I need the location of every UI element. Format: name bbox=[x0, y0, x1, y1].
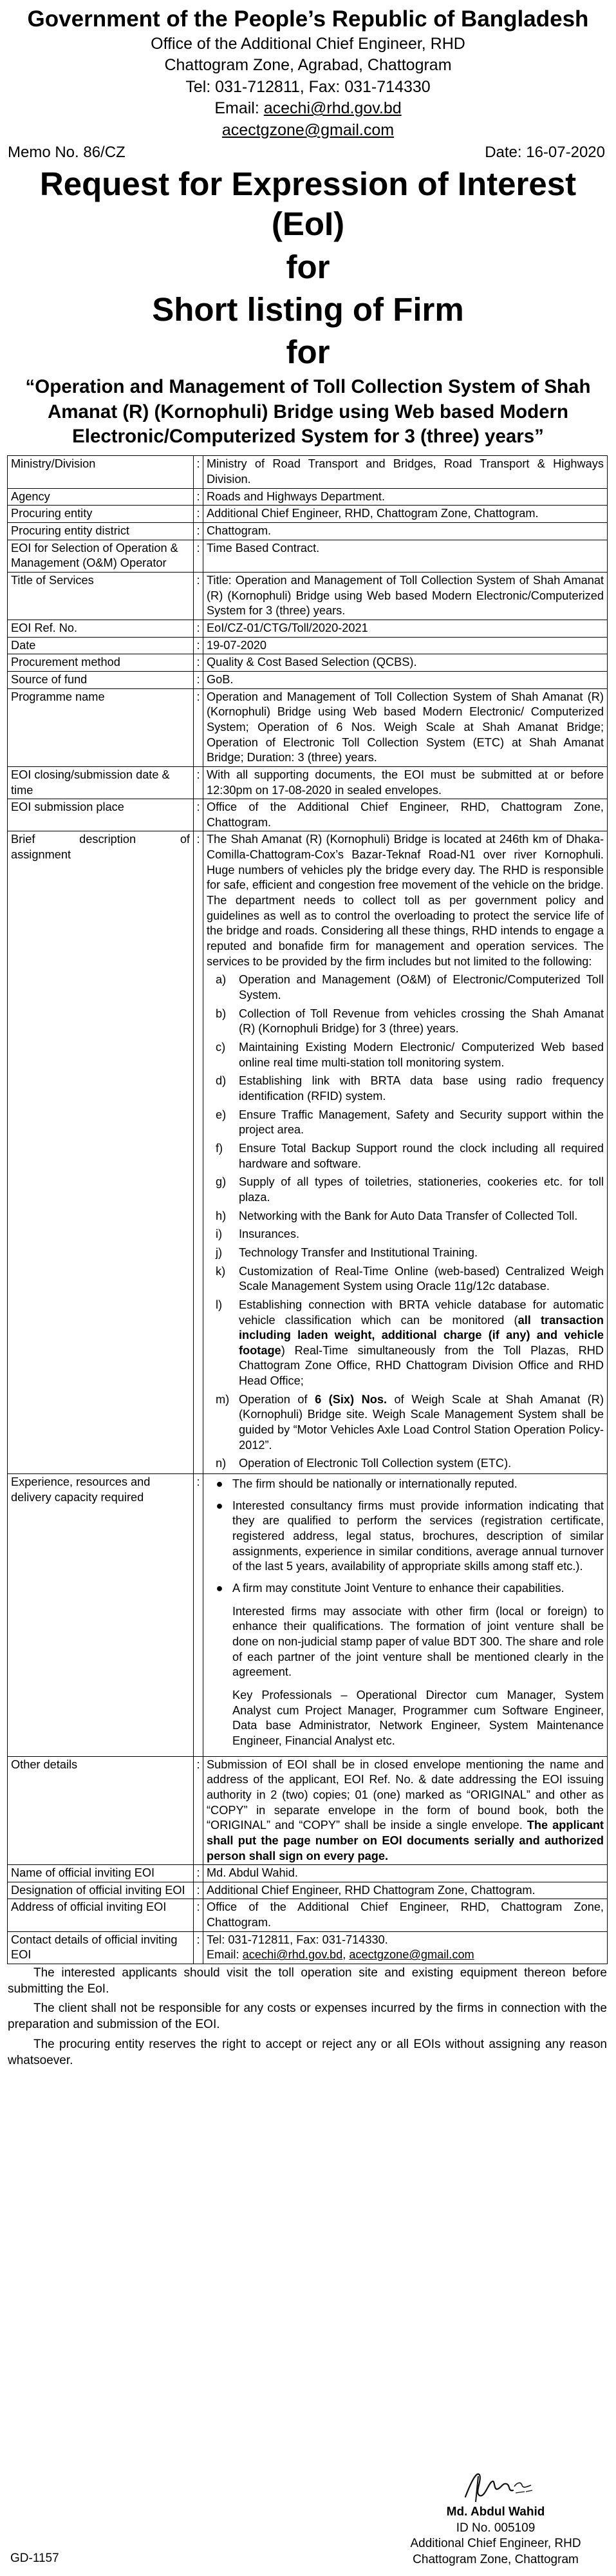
title-line-1: Request for Expression of Interest (EoI) bbox=[39, 166, 577, 243]
bullet-icon: ● bbox=[216, 1477, 223, 1491]
title-line-3: Short listing of Firm bbox=[152, 290, 464, 328]
row-label: Ministry/Division bbox=[8, 456, 194, 488]
office-email-line-2 bbox=[0, 120, 616, 142]
email-label: Email: bbox=[207, 1948, 243, 1962]
list-text: Establishing link with BRTA data base using radio frequency identification (RFID) system. bbox=[239, 1074, 604, 1103]
row-value: Office of the Additional Chief Engineer, RHD, Chattogram Zone, Chattogram. bbox=[203, 1899, 608, 1931]
row-label: Address of official inviting EOI bbox=[8, 1899, 194, 1931]
list-text: Supply of all types of toiletries, stationeries, cookeries etc. for toll plaza. bbox=[239, 1175, 604, 1204]
signatory-name: Md. Abdul Wahid bbox=[446, 2505, 545, 2519]
row-value: Title: Operation and Management of Toll Collection System of Shah Amanat (R) (Kornophuli) Bridge using Web based Modern Electronic/Computerized System for 3 (three) years. bbox=[203, 572, 608, 620]
table-row bbox=[8, 506, 608, 523]
memo-date: Date: 16-07-2020 bbox=[485, 144, 605, 162]
row-value: Office of the Additional Chief Engineer, RHD, Chattogram Zone, Chattogram. bbox=[203, 799, 608, 831]
key-professionals: Key Professionals – Operational Director cum Manager, System Analyst cum Project Manager, Programmer cum Software Engineer, Data base Administrator, Network Engineer, System Maintenance Engineer, Financial Analyst etc. bbox=[232, 1688, 604, 1747]
footer-note-2: The client shall not be responsible for any costs or expenses incurred by the firms in connection with the preparation and submission of the EOI. bbox=[8, 2002, 607, 2032]
table-row bbox=[8, 637, 608, 654]
office-email-line bbox=[0, 98, 616, 120]
list-marker: l) bbox=[216, 1298, 223, 1311]
list-text bbox=[239, 1298, 604, 1389]
office-tel-fax: Tel: 031-712811, Fax: 031-714330 bbox=[185, 77, 431, 96]
list-text: Technology Transfer and Institutional Training. bbox=[239, 1245, 478, 1259]
row-separator: : bbox=[194, 1931, 203, 1964]
list-text: The firm should be nationally or internationally reputed. bbox=[232, 1477, 518, 1491]
table-row bbox=[8, 572, 608, 620]
list-item bbox=[207, 1264, 604, 1294]
row-separator: : bbox=[194, 506, 203, 523]
row-value: Roads and Highways Department. bbox=[203, 488, 608, 506]
row-value: GoB. bbox=[203, 671, 608, 688]
contact-details bbox=[203, 1931, 608, 1964]
list-text bbox=[239, 1392, 604, 1454]
row-label: Experience, resources and delivery capacity required bbox=[8, 1474, 194, 1757]
row-separator: : bbox=[194, 654, 203, 672]
email-label: Email: bbox=[214, 99, 264, 118]
list-text: Interested consultancy firms must provide information indicating that they are qualified to perform the services (registration certificate, registered address, legal status, brochures, description of similar assignments, experience in similar conditions, average annual turnover of the last 5 years, availability of appropriate skills among staff etc.). bbox=[232, 1499, 604, 1573]
table-row bbox=[8, 766, 608, 799]
list-marker: g) bbox=[216, 1175, 227, 1189]
row-label: Agency bbox=[8, 488, 194, 506]
table-row bbox=[8, 671, 608, 688]
table-row bbox=[8, 523, 608, 540]
table-row bbox=[8, 456, 608, 488]
table-row bbox=[8, 654, 608, 672]
table-row bbox=[8, 1865, 608, 1882]
list-item bbox=[207, 1209, 604, 1224]
document-title bbox=[0, 164, 616, 372]
list-text-pre: Establishing connection with BRTA vehicle database for automatic vehicle classification which can be monitored ( bbox=[239, 1298, 604, 1327]
row-value: With all supporting documents, the EOI must be submitted at or before 12:30pm on 17-08-2020 in sealed envelopes. bbox=[203, 766, 608, 799]
list-item bbox=[207, 1392, 604, 1454]
email-link-1[interactable]: acechi@rhd.gov.bd bbox=[242, 1948, 343, 1962]
row-value: Additional Chief Engineer, RHD Chattogram Zone, Chattogram. bbox=[203, 1882, 608, 1899]
email-link-1[interactable]: acechi@rhd.gov.bd bbox=[263, 99, 402, 118]
handwritten-signature bbox=[460, 2467, 537, 2507]
table-row bbox=[8, 831, 608, 1474]
list-item bbox=[207, 1499, 604, 1575]
list-marker: b) bbox=[216, 1007, 227, 1020]
row-label: Procuring entity district bbox=[8, 523, 194, 540]
row-label: Date bbox=[8, 637, 194, 654]
office-name: Office of the Additional Chief Engineer, RHD bbox=[151, 34, 465, 53]
row-separator: : bbox=[194, 456, 203, 488]
row-separator: : bbox=[194, 523, 203, 540]
jv-paragraph-2: Interested firms may associate with other firm (local or foreign) to enhance their qualifications. The formation of joint venture shall be done on non-judicial stamp paper of value BDT 300. The share and role of each partner of the joint venture shall be mentioned clearly in the agreement. bbox=[232, 1604, 604, 1679]
row-separator: : bbox=[194, 671, 203, 688]
list-item bbox=[207, 1175, 604, 1205]
list-text: Operation of Electronic Toll Collection system (ETC). bbox=[239, 1457, 512, 1470]
footer-notes bbox=[8, 1965, 607, 2069]
list-marker: k) bbox=[216, 1264, 226, 1278]
row-label: Brief description of assignment bbox=[8, 831, 194, 1474]
gd-code: GD-1157 bbox=[10, 2552, 59, 2565]
row-label: Designation of official inviting EOI bbox=[8, 1882, 194, 1899]
row-label: EOI closing/submission date & time bbox=[8, 766, 194, 799]
row-value: Chattogram. bbox=[203, 523, 608, 540]
row-separator: : bbox=[194, 1756, 203, 1865]
office-zone: Chattogram Zone, Agrabad, Chattogram bbox=[164, 56, 452, 75]
row-separator: : bbox=[194, 688, 203, 766]
list-item bbox=[207, 1298, 604, 1389]
list-text-post: ) Real-Time simultaneously from the Toll Plazas, RHD Chattogram Zone Office, RHD Chattogram Division Office and RHD Head Office; bbox=[239, 1343, 604, 1388]
list-marker: h) bbox=[216, 1209, 227, 1222]
row-separator: : bbox=[194, 1882, 203, 1899]
table-row bbox=[8, 1931, 608, 1964]
row-separator: : bbox=[194, 1899, 203, 1931]
footer-note-3: The procuring entity reserves the right to accept or reject any or all EOIs without assigning any reason whatsoever. bbox=[8, 2037, 607, 2067]
list-marker: d) bbox=[216, 1074, 227, 1088]
list-text: Insurances. bbox=[239, 1227, 300, 1241]
list-marker: i) bbox=[216, 1227, 223, 1241]
row-separator: : bbox=[194, 540, 203, 572]
row-value: Quality & Cost Based Selection (QCBS). bbox=[203, 654, 608, 672]
row-separator: : bbox=[194, 766, 203, 799]
row-label: Programme name bbox=[8, 688, 194, 766]
list-marker: j) bbox=[216, 1245, 223, 1259]
signatory-zone: Chattogram Zone, Chattogram bbox=[413, 2553, 579, 2567]
row-label: EOI submission place bbox=[8, 799, 194, 831]
list-item bbox=[207, 1007, 604, 1037]
row-separator: : bbox=[194, 637, 203, 654]
row-separator: : bbox=[194, 799, 203, 831]
assignment-intro: The Shah Amanat (R) (Kornophuli) Bridge is located at 246th km of Dhaka-Comilla-Chattogram-Cox’s Bazar-Teknaf Road-N1 over river Kornophuli. Huge numbers of vehicles ply the bridge every day. The RHD is responsible for safe, efficient and congestion free movement of the vehicle on the bridge. The department needs to collect toll as per government policy and guidelines as well as to control the overloading to protect the service life of the bridge and roads. Considering all these things, RHD intends to engage a reputed and bonafide firm for management and operation services. The services to be provided by the firm includes but not limited to the following: bbox=[207, 833, 604, 968]
email-link-2[interactable]: acectgzone@gmail.com bbox=[349, 1948, 474, 1962]
email-link-2[interactable]: acectgzone@gmail.com bbox=[221, 120, 395, 139]
assignment-description bbox=[203, 831, 608, 1474]
experience-requirements bbox=[203, 1474, 608, 1757]
jv-paragraph-1: A firm may constitute Joint Venture to enhance their capabilities. bbox=[232, 1582, 565, 1595]
signatory-details bbox=[386, 2505, 605, 2568]
other-details bbox=[203, 1756, 608, 1865]
row-value: Ministry of Road Transport and Bridges, Road Transport & Highways Division. bbox=[203, 456, 608, 488]
list-item bbox=[207, 1245, 604, 1261]
row-separator: : bbox=[194, 1474, 203, 1757]
table-row bbox=[8, 540, 608, 572]
letterhead bbox=[0, 5, 616, 141]
memo-number: Memo No. 86/CZ bbox=[8, 144, 126, 162]
table-row bbox=[8, 1474, 608, 1757]
list-text: Operation and Management (O&M) of Electronic/Computerized Toll System. bbox=[239, 973, 604, 1002]
row-label: Other details bbox=[8, 1756, 194, 1865]
list-item bbox=[207, 972, 604, 1003]
other-details-text: Submission of EOI shall be in closed envelope mentioning the name and address of the applicant, EOI Ref. No. & date addressing the EOI issuing authority in 2 (two) copies; 01 (one) marked as “ORIGINAL” and other as “COPY” in separate envelope in the form of bound book, both the “ORIGINAL” and “COPY” shall be inside a single envelope. bbox=[207, 1757, 604, 1832]
row-value: EoI/CZ-01/CTG/Toll/2020-2021 bbox=[203, 620, 608, 637]
list-text: Customization of Real-Time Online (web-based) Centralized Weigh Scale Management System using Oracle 11g/12c database. bbox=[239, 1264, 604, 1293]
list-item bbox=[207, 1074, 604, 1104]
row-label: Procuring entity bbox=[8, 506, 194, 523]
row-value: Md. Abdul Wahid. bbox=[203, 1865, 608, 1882]
list-marker: f) bbox=[216, 1141, 223, 1155]
title-line-2: for bbox=[286, 248, 330, 285]
list-text-pre: Operation of bbox=[239, 1392, 315, 1406]
bullet-icon: ● bbox=[216, 1582, 223, 1595]
table-row bbox=[8, 620, 608, 637]
row-label: EOI Ref. No. bbox=[8, 620, 194, 637]
subject-heading: “Operation and Management of Toll Collection System of Shah Amanat (R) (Kornophuli) Bridge using Web based Modern Electronic/Computerized System for 3 (three) years” bbox=[25, 376, 591, 448]
email-comma: , bbox=[342, 1948, 350, 1962]
table-row bbox=[8, 1756, 608, 1865]
list-text: Maintaining Existing Modern Electronic/ Computerized Web based online real time multi-station toll monitoring system. bbox=[239, 1041, 604, 1069]
list-item bbox=[207, 1227, 604, 1242]
row-separator: : bbox=[194, 620, 203, 637]
row-label: Procurement method bbox=[8, 654, 194, 672]
contact-email bbox=[207, 1947, 604, 1963]
table-row bbox=[8, 1882, 608, 1899]
title-line-4: for bbox=[286, 334, 330, 371]
row-label: Title of Services bbox=[8, 572, 194, 620]
row-value: Additional Chief Engineer, RHD, Chattogram Zone, Chattogram. bbox=[203, 506, 608, 523]
eoi-details-table bbox=[7, 455, 608, 1964]
list-marker: a) bbox=[216, 973, 227, 987]
row-separator: : bbox=[194, 831, 203, 1474]
list-item bbox=[207, 1108, 604, 1138]
signatory-id: ID No. 005109 bbox=[456, 2521, 536, 2535]
list-text-bold: all transaction including laden weight, additional charge (if any) and vehicle footage bbox=[239, 1313, 604, 1357]
list-text: Collection of Toll Revenue from vehicles crossing the Shah Amanat (R) (Kornophuli Bridge) for 3 (three) years. bbox=[239, 1007, 604, 1036]
row-separator: : bbox=[194, 1865, 203, 1882]
list-item bbox=[207, 1040, 604, 1070]
list-text: Ensure Total Backup Support round the clock including all required hardware and software. bbox=[239, 1141, 604, 1170]
memo-row bbox=[0, 144, 616, 162]
row-label: Name of official inviting EOI bbox=[8, 1865, 194, 1882]
other-details-bold: The applicant shall put the page number on EOI documents serially and authorized person shall sign on every page. bbox=[207, 1819, 604, 1862]
list-marker: c) bbox=[216, 1041, 226, 1054]
row-value: Time Based Contract. bbox=[203, 540, 608, 572]
list-item bbox=[207, 1141, 604, 1171]
row-label: Contact details of official inviting EOI bbox=[8, 1931, 194, 1964]
list-marker: m) bbox=[216, 1392, 230, 1406]
government-title: Government of the People’s Republic of Bangladesh bbox=[27, 6, 589, 32]
bullet-icon: ● bbox=[216, 1499, 223, 1512]
table-row bbox=[8, 488, 608, 506]
row-value: 19-07-2020 bbox=[203, 637, 608, 654]
table-row bbox=[8, 799, 608, 831]
footer-note-1: The interested applicants should visit the toll operation site and existing equipment thereon before submitting the EoI. bbox=[8, 1966, 607, 1996]
list-item bbox=[207, 1581, 604, 1749]
list-marker: n) bbox=[216, 1457, 227, 1470]
row-value: Operation and Management of Toll Collection System of Shah Amanat (R) (Kornophuli) Bridge using Web based Modern Electronic/ Computerized System; Operation of 6 Nos. Weigh Scale at Shah Amanat Bridge; Operation of Electronic Toll Collection System (ETC) at Shah Amanat Bridge; Duration: 3 (three) years. bbox=[203, 688, 608, 766]
list-marker: e) bbox=[216, 1108, 227, 1121]
row-label: EOI for Selection of Operation & Management (O&M) Operator bbox=[8, 540, 194, 572]
table-row bbox=[8, 688, 608, 766]
assignment-list bbox=[207, 972, 604, 1294]
list-text-bold: 6 (Six) Nos. bbox=[315, 1392, 387, 1406]
row-label: Source of fund bbox=[8, 671, 194, 688]
list-item bbox=[207, 1456, 604, 1472]
list-text-post: of Weigh Scale at Shah Amanat (R) (Kornophuli) Bridge site. Weigh Scale Management System shall be guided by “Motor Vehicles Axle Load Control Station Operation Policy- 2012”. bbox=[239, 1392, 604, 1452]
row-separator: : bbox=[194, 488, 203, 506]
list-text: Networking with the Bank for Auto Data Transfer of Collected Toll. bbox=[239, 1209, 578, 1222]
row-separator: : bbox=[194, 572, 203, 620]
list-text bbox=[232, 1581, 604, 1749]
list-text: Ensure Traffic Management, Safety and Security support within the project area. bbox=[239, 1108, 604, 1137]
contact-tel: Tel: 031-712811, Fax: 031-714330. bbox=[207, 1933, 388, 1946]
signatory-designation: Additional Chief Engineer, RHD bbox=[410, 2537, 581, 2551]
table-row bbox=[8, 1899, 608, 1931]
list-item bbox=[207, 1477, 604, 1492]
